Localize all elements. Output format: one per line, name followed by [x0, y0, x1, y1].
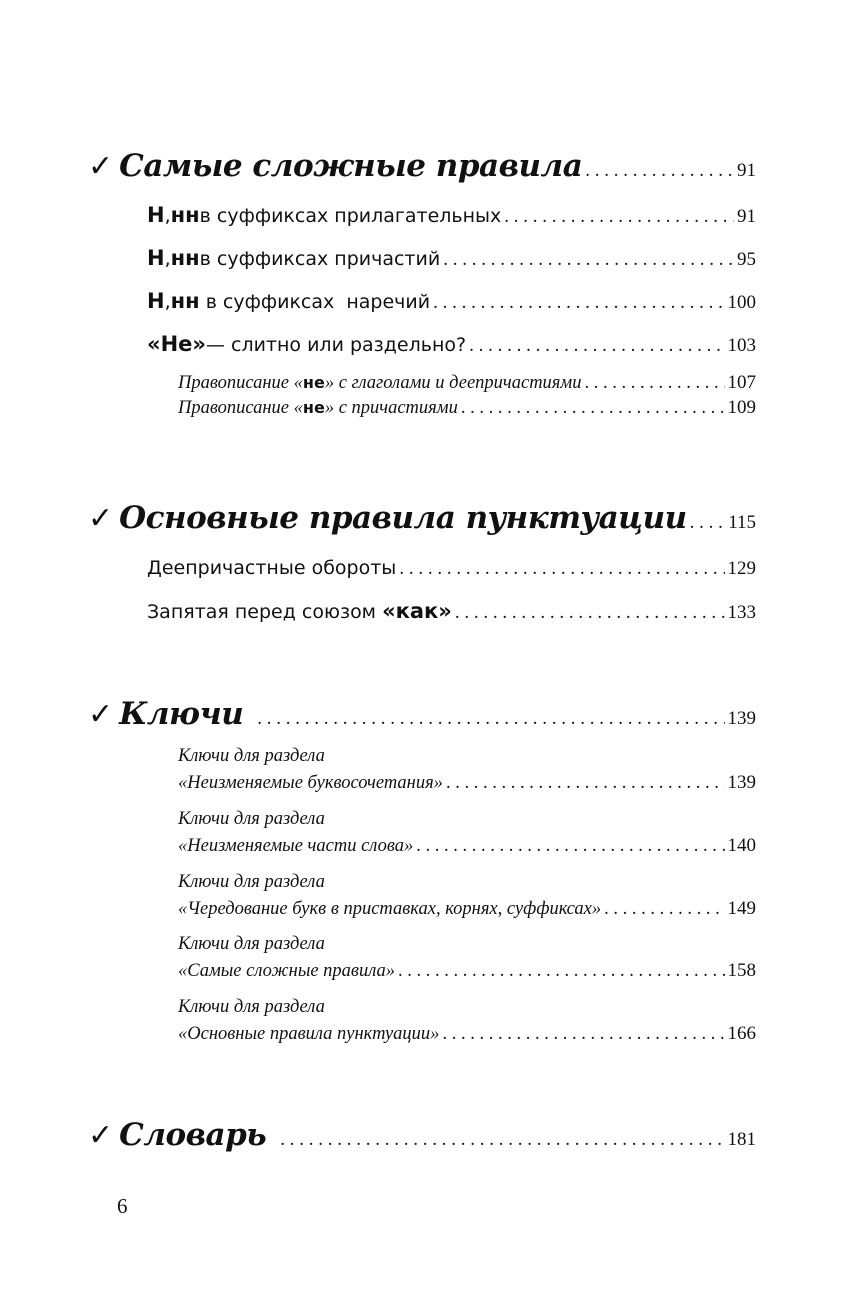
subentry-line1: Ключи для раздела [178, 746, 325, 766]
dot-leader [504, 206, 734, 228]
entry-text: Деепричастные обороты [147, 557, 397, 579]
checkmark-icon: ✓ [88, 149, 114, 184]
checkmark-icon: ✓ [88, 697, 114, 732]
subentry-line1: Ключи для раздела [178, 934, 325, 954]
entry-text: в суффиксах наречий [199, 291, 431, 313]
entry-bold-text: нн [170, 246, 200, 270]
section-title: Словарь [119, 1117, 267, 1153]
dot-leader [442, 1024, 724, 1045]
entry-bold-text: нн [170, 203, 200, 227]
page-number: 181 [727, 1129, 756, 1150]
entry-bold-text: не [302, 398, 325, 417]
entry-bold-text: Н [147, 246, 165, 270]
entry-text: «Неизменяемые части слова» [178, 836, 414, 856]
dot-leader [585, 160, 734, 182]
toc-subentry[interactable] [178, 960, 756, 982]
dot-leader [280, 1129, 724, 1151]
toc-subentry[interactable] [178, 1023, 756, 1045]
entry-text: в суффиксах причастий [199, 248, 441, 270]
entry-text: «Самые сложные правила» [178, 961, 396, 981]
page-number: 140 [727, 835, 756, 856]
entry-bold-text: не [302, 373, 325, 392]
entry-bold-text: нн [170, 289, 200, 313]
entry-text: » с причастиями [324, 398, 458, 418]
page-number: 95 [737, 249, 756, 270]
entry-text: «Неизменяемые буквосочетания» [178, 773, 443, 793]
toc-section-dictionary[interactable] [88, 1117, 756, 1153]
entry-text: » с глаголами и деепричастиями [324, 373, 582, 393]
toc-entry[interactable] [147, 599, 756, 624]
page-number: 115 [728, 512, 756, 533]
toc-entry[interactable] [147, 332, 756, 357]
subentry-line1: Ключи для раздела [178, 872, 325, 892]
page-number: 109 [727, 397, 756, 418]
section-title: Ключи [119, 696, 244, 732]
dot-leader [604, 899, 724, 920]
entry-text: «Основные правила пунктуации» [178, 1024, 440, 1044]
toc-subentry[interactable] [178, 372, 756, 394]
entry-text: — слитно или раздельно? [205, 334, 467, 356]
toc-section-hardest-rules[interactable] [88, 148, 756, 184]
subentry-line1: Ключи для раздела [178, 809, 325, 829]
page-number: 100 [727, 292, 756, 313]
dot-leader [455, 602, 725, 624]
page-folio: 6 [117, 1194, 128, 1218]
dot-leader [257, 708, 724, 730]
entry-text: Правописание « [178, 398, 303, 418]
toc-subentry[interactable] [178, 397, 756, 419]
toc-entry[interactable] [147, 203, 756, 228]
dot-leader [398, 961, 724, 982]
dot-leader [446, 773, 725, 794]
toc-entry[interactable] [147, 289, 756, 314]
dot-leader [690, 512, 726, 534]
checkmark-icon: ✓ [88, 501, 114, 536]
toc-subentry[interactable] [178, 835, 756, 857]
page-number: 91 [737, 160, 756, 181]
entry-bold-text: Н [147, 289, 165, 313]
checkmark-icon: ✓ [88, 1118, 114, 1153]
toc-entry[interactable] [147, 557, 756, 580]
page-number: 166 [727, 1023, 756, 1044]
page-number: 91 [737, 206, 756, 227]
dot-leader [433, 292, 724, 314]
section-title: Основные правила пунктуации [119, 500, 687, 536]
entry-separator: , [164, 205, 171, 227]
page-number: 149 [727, 898, 756, 919]
subentry-line1: Ключи для раздела [178, 997, 325, 1017]
entry-bold-text: Н [147, 203, 165, 227]
dot-leader [461, 398, 725, 419]
toc-section-punctuation[interactable] [88, 500, 756, 536]
dot-leader [443, 249, 734, 271]
section-title: Самые сложные правила [119, 148, 583, 184]
toc-section-keys[interactable] [88, 696, 756, 732]
entry-text: Правописание « [178, 373, 303, 393]
dot-leader [584, 373, 724, 394]
entry-text: в суффиксах прилагательных [199, 205, 502, 227]
page-number: 107 [727, 372, 756, 393]
entry-separator: , [164, 291, 171, 313]
page-number: 129 [727, 558, 756, 579]
entry-text: «Чередование букв в приставках, корнях, суффиксах» [178, 899, 602, 919]
page-number: 103 [727, 335, 756, 356]
entry-bold-text: «как» [382, 599, 452, 623]
page-number: 139 [727, 772, 756, 793]
entry-text: Запятая перед союзом [147, 601, 383, 623]
entry-bold-text: «Не» [147, 332, 206, 356]
toc-subentry[interactable] [178, 772, 756, 794]
toc-subentry[interactable] [178, 898, 756, 920]
entry-separator: , [164, 248, 171, 270]
page-number: 139 [727, 708, 756, 729]
dot-leader [416, 836, 724, 857]
page-number: 158 [727, 960, 756, 981]
page-number: 133 [727, 602, 756, 623]
dot-leader [469, 335, 724, 357]
toc-entry[interactable] [147, 246, 756, 271]
dot-leader [399, 558, 724, 580]
